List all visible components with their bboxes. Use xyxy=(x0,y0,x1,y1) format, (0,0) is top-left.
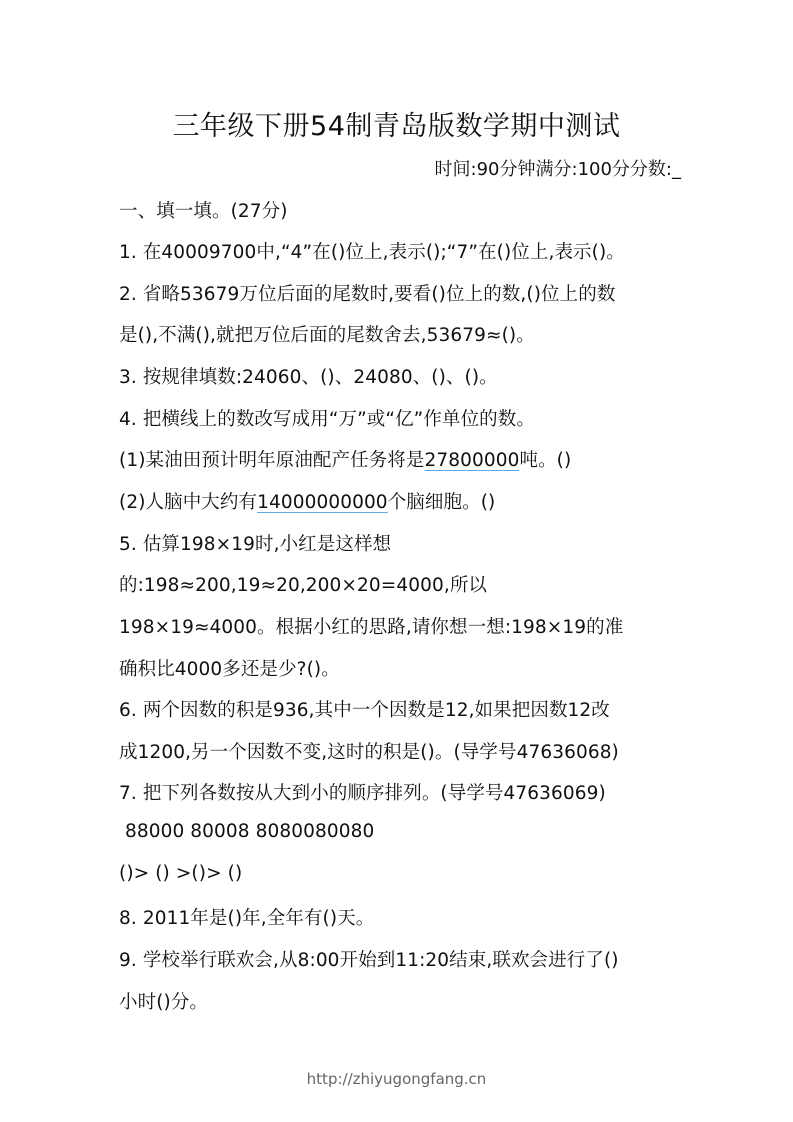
page-title: 三年级下册54制青岛版数学期中测试 xyxy=(172,111,621,142)
exam-info: 时间:90分钟满分:100分分数:_ xyxy=(434,159,681,180)
underlined-number: 27800000 xyxy=(424,450,520,471)
question-4: 4. 把横线上的数改写成用“万”或“亿”作单位的数。 xyxy=(119,409,535,430)
question-9-line-2: 小时()分。 xyxy=(119,992,209,1013)
question-5-line-4: 确积比4000多还是少?()。 xyxy=(119,659,340,680)
question-6-line-1: 6. 两个因数的积是936,其中一个因数是12,如果把因数12改 xyxy=(119,700,610,721)
question-4-1-text: (1)某油田预计明年原油配产任务将是 xyxy=(119,450,425,471)
section-heading: 一、填一填。(27分) xyxy=(119,201,288,222)
question-5-line-2: 的:198≈200,19≈20,200×20=4000,所以 xyxy=(119,575,488,596)
question-2-line-2: 是(),不满(),就把万位后面的尾数舍去,53679≈()。 xyxy=(119,325,535,346)
question-7-numbers: 88000 80008 8080080080 xyxy=(119,821,375,842)
question-4-2-tail: 个脑细胞。() xyxy=(387,492,496,513)
question-7-line-1: 7. 把下列各数按从大到小的顺序排列。(导学号47636069) xyxy=(119,783,606,804)
underlined-number: 14000000000 xyxy=(257,492,388,513)
question-2-line-1: 2. 省略53679万位后面的尾数时,要看()位上的数,()位上的数 xyxy=(119,284,616,305)
question-6-line-2: 成1200,另一个因数不变,这时的积是()。(导学号47636068) xyxy=(119,742,619,763)
question-5-line-3: 198×19≈4000。根据小红的思路,请你想一想:198×19的准 xyxy=(119,617,624,638)
question-5-line-1: 5. 估算198×19时,小红是这样想 xyxy=(119,534,392,555)
question-4-2 xyxy=(119,488,495,514)
question-4-1 xyxy=(119,446,571,472)
question-7-blanks: ()> () >()> () xyxy=(119,863,243,884)
footer-url: http://zhiyugongfang.cn xyxy=(306,1070,487,1088)
question-3: 3. 按规律填数:24060、()、24080、()、()。 xyxy=(119,367,498,388)
question-8: 8. 2011年是()年,全年有()天。 xyxy=(119,908,375,929)
question-4-2-text: (2)人脑中大约有 xyxy=(119,492,258,513)
question-9-line-1: 9. 学校举行联欢会,从8:00开始到11:20结束,联欢会进行了() xyxy=(119,950,619,971)
question-1: 1. 在40009700中,“4”在()位上,表示();“7”在()位上,表示()。 xyxy=(119,242,625,263)
question-4-1-tail: 吨。() xyxy=(519,450,572,471)
